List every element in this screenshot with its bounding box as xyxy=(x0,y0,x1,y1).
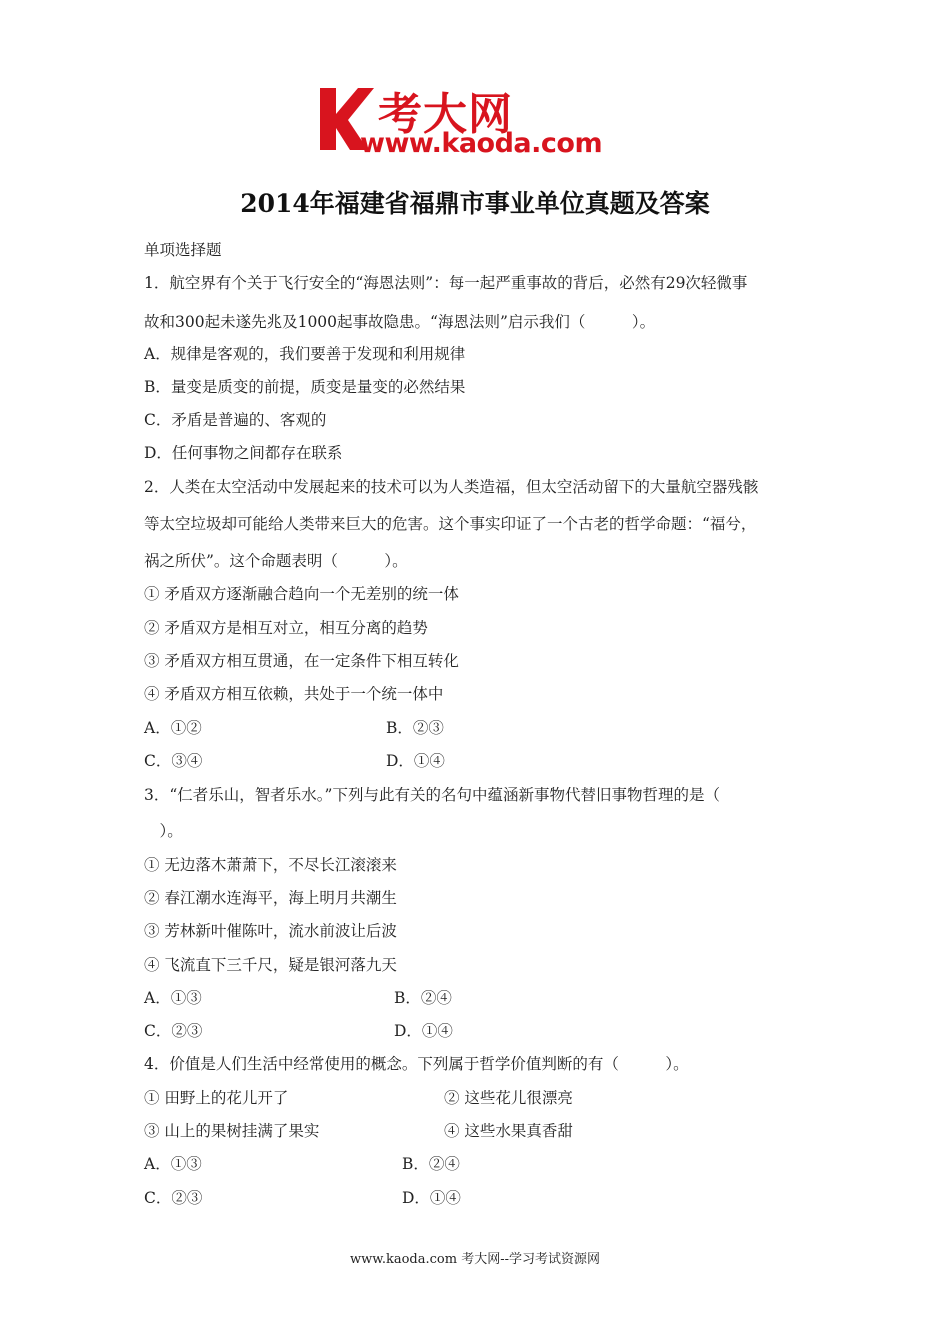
question-1-option-a: A．规律是客观的，我们要善于发现和利用规律 xyxy=(144,345,466,363)
question-4-item-2: ② 这些花儿很漂亮 xyxy=(444,1089,573,1107)
question-2-item-2: ② 矛盾双方是相互对立，相互分离的趋势 xyxy=(144,619,428,637)
question-4-stem-line: 4．价值是人们生活中经常使用的概念。下列属于哲学价值判断的有（ ）。 xyxy=(144,1055,689,1073)
question-4-option-d: D．①④ xyxy=(402,1189,461,1207)
question-2-item-4: ④ 矛盾双方相互依赖，共处于一个统一体中 xyxy=(144,685,444,703)
question-2-item-1: ① 矛盾双方逐渐融合趋向一个无差别的统一体 xyxy=(144,585,459,603)
question-2-stem-line: 等太空垃圾却可能给人类带来巨大的危害。这个事实印证了一个古老的哲学命题：“福兮， xyxy=(144,515,757,533)
question-3-option-c: C．②③ xyxy=(144,1022,203,1040)
question-4-option-b: B．②④ xyxy=(402,1155,460,1173)
question-4-option-a: A．①③ xyxy=(144,1155,202,1173)
page-footer: www.kaoda.com 考大网--学习考试资源网 xyxy=(350,1252,600,1267)
logo-url: www.kaoda.com xyxy=(360,128,603,159)
question-3-item-2: ② 春江潮水连海平，海上明月共潮生 xyxy=(144,889,397,907)
question-3-option-a: A．①③ xyxy=(144,989,202,1007)
question-3-item-3: ③ 芳林新叶催陈叶，流水前波让后波 xyxy=(144,922,397,940)
question-3-stem-line: ）。 xyxy=(144,822,183,840)
question-4-item-3: ③ 山上的果树挂满了果实 xyxy=(144,1122,320,1140)
question-1-stem-line: 故和300起未遂先兆及1000起事故隐患。“海恩法则”启示我们（ ）。 xyxy=(144,313,656,331)
question-3-option-b: B．②④ xyxy=(394,989,452,1007)
question-4-item-1: ① 田野上的花儿开了 xyxy=(144,1089,289,1107)
question-4-item-4: ④ 这些水果真香甜 xyxy=(444,1122,573,1140)
question-3-stem-line: 3．“仁者乐山，智者乐水。”下列与此有关的名句中蕴涵新事物代替旧事物哲理的是（ xyxy=(144,786,720,804)
question-2-option-c: C．③④ xyxy=(144,752,203,770)
question-3-option-d: D．①④ xyxy=(394,1022,453,1040)
question-1-option-d: D．任何事物之间都存在联系 xyxy=(144,444,343,462)
question-1-stem-line: 1．航空界有个关于飞行安全的“海恩法则”：每一起严重事故的背后，必然有29次轻微事 xyxy=(144,274,748,292)
logo xyxy=(318,84,638,160)
page-title: 2014年福建省福鼎市事业单位真题及答案 xyxy=(240,189,710,218)
question-2-stem-line: 2．人类在太空活动中发展起来的技术可以为人类造福，但太空活动留下的大量航空器残骸 xyxy=(144,478,759,496)
section-heading: 单项选择题 xyxy=(144,241,222,259)
question-2-stem-line: 祸之所伏”。这个命题表明（ ）。 xyxy=(144,552,408,570)
question-4-option-c: C．②③ xyxy=(144,1189,203,1207)
question-2-item-3: ③ 矛盾双方相互贯通，在一定条件下相互转化 xyxy=(144,652,459,670)
logo-name: 考大网 xyxy=(378,89,513,140)
question-1-option-c: C．矛盾是普遍的、客观的 xyxy=(144,411,327,429)
question-3-item-1: ① 无边落木萧萧下，不尽长江滚滚来 xyxy=(144,856,397,874)
question-3-item-4: ④ 飞流直下三千尺，疑是银河落九天 xyxy=(144,956,397,974)
question-2-option-b: B．②③ xyxy=(386,719,444,737)
question-1-option-b: B．量变是质变的前提，质变是量变的必然结果 xyxy=(144,378,466,396)
question-2-option-a: A．①② xyxy=(144,719,202,737)
question-2-option-d: D．①④ xyxy=(386,752,445,770)
